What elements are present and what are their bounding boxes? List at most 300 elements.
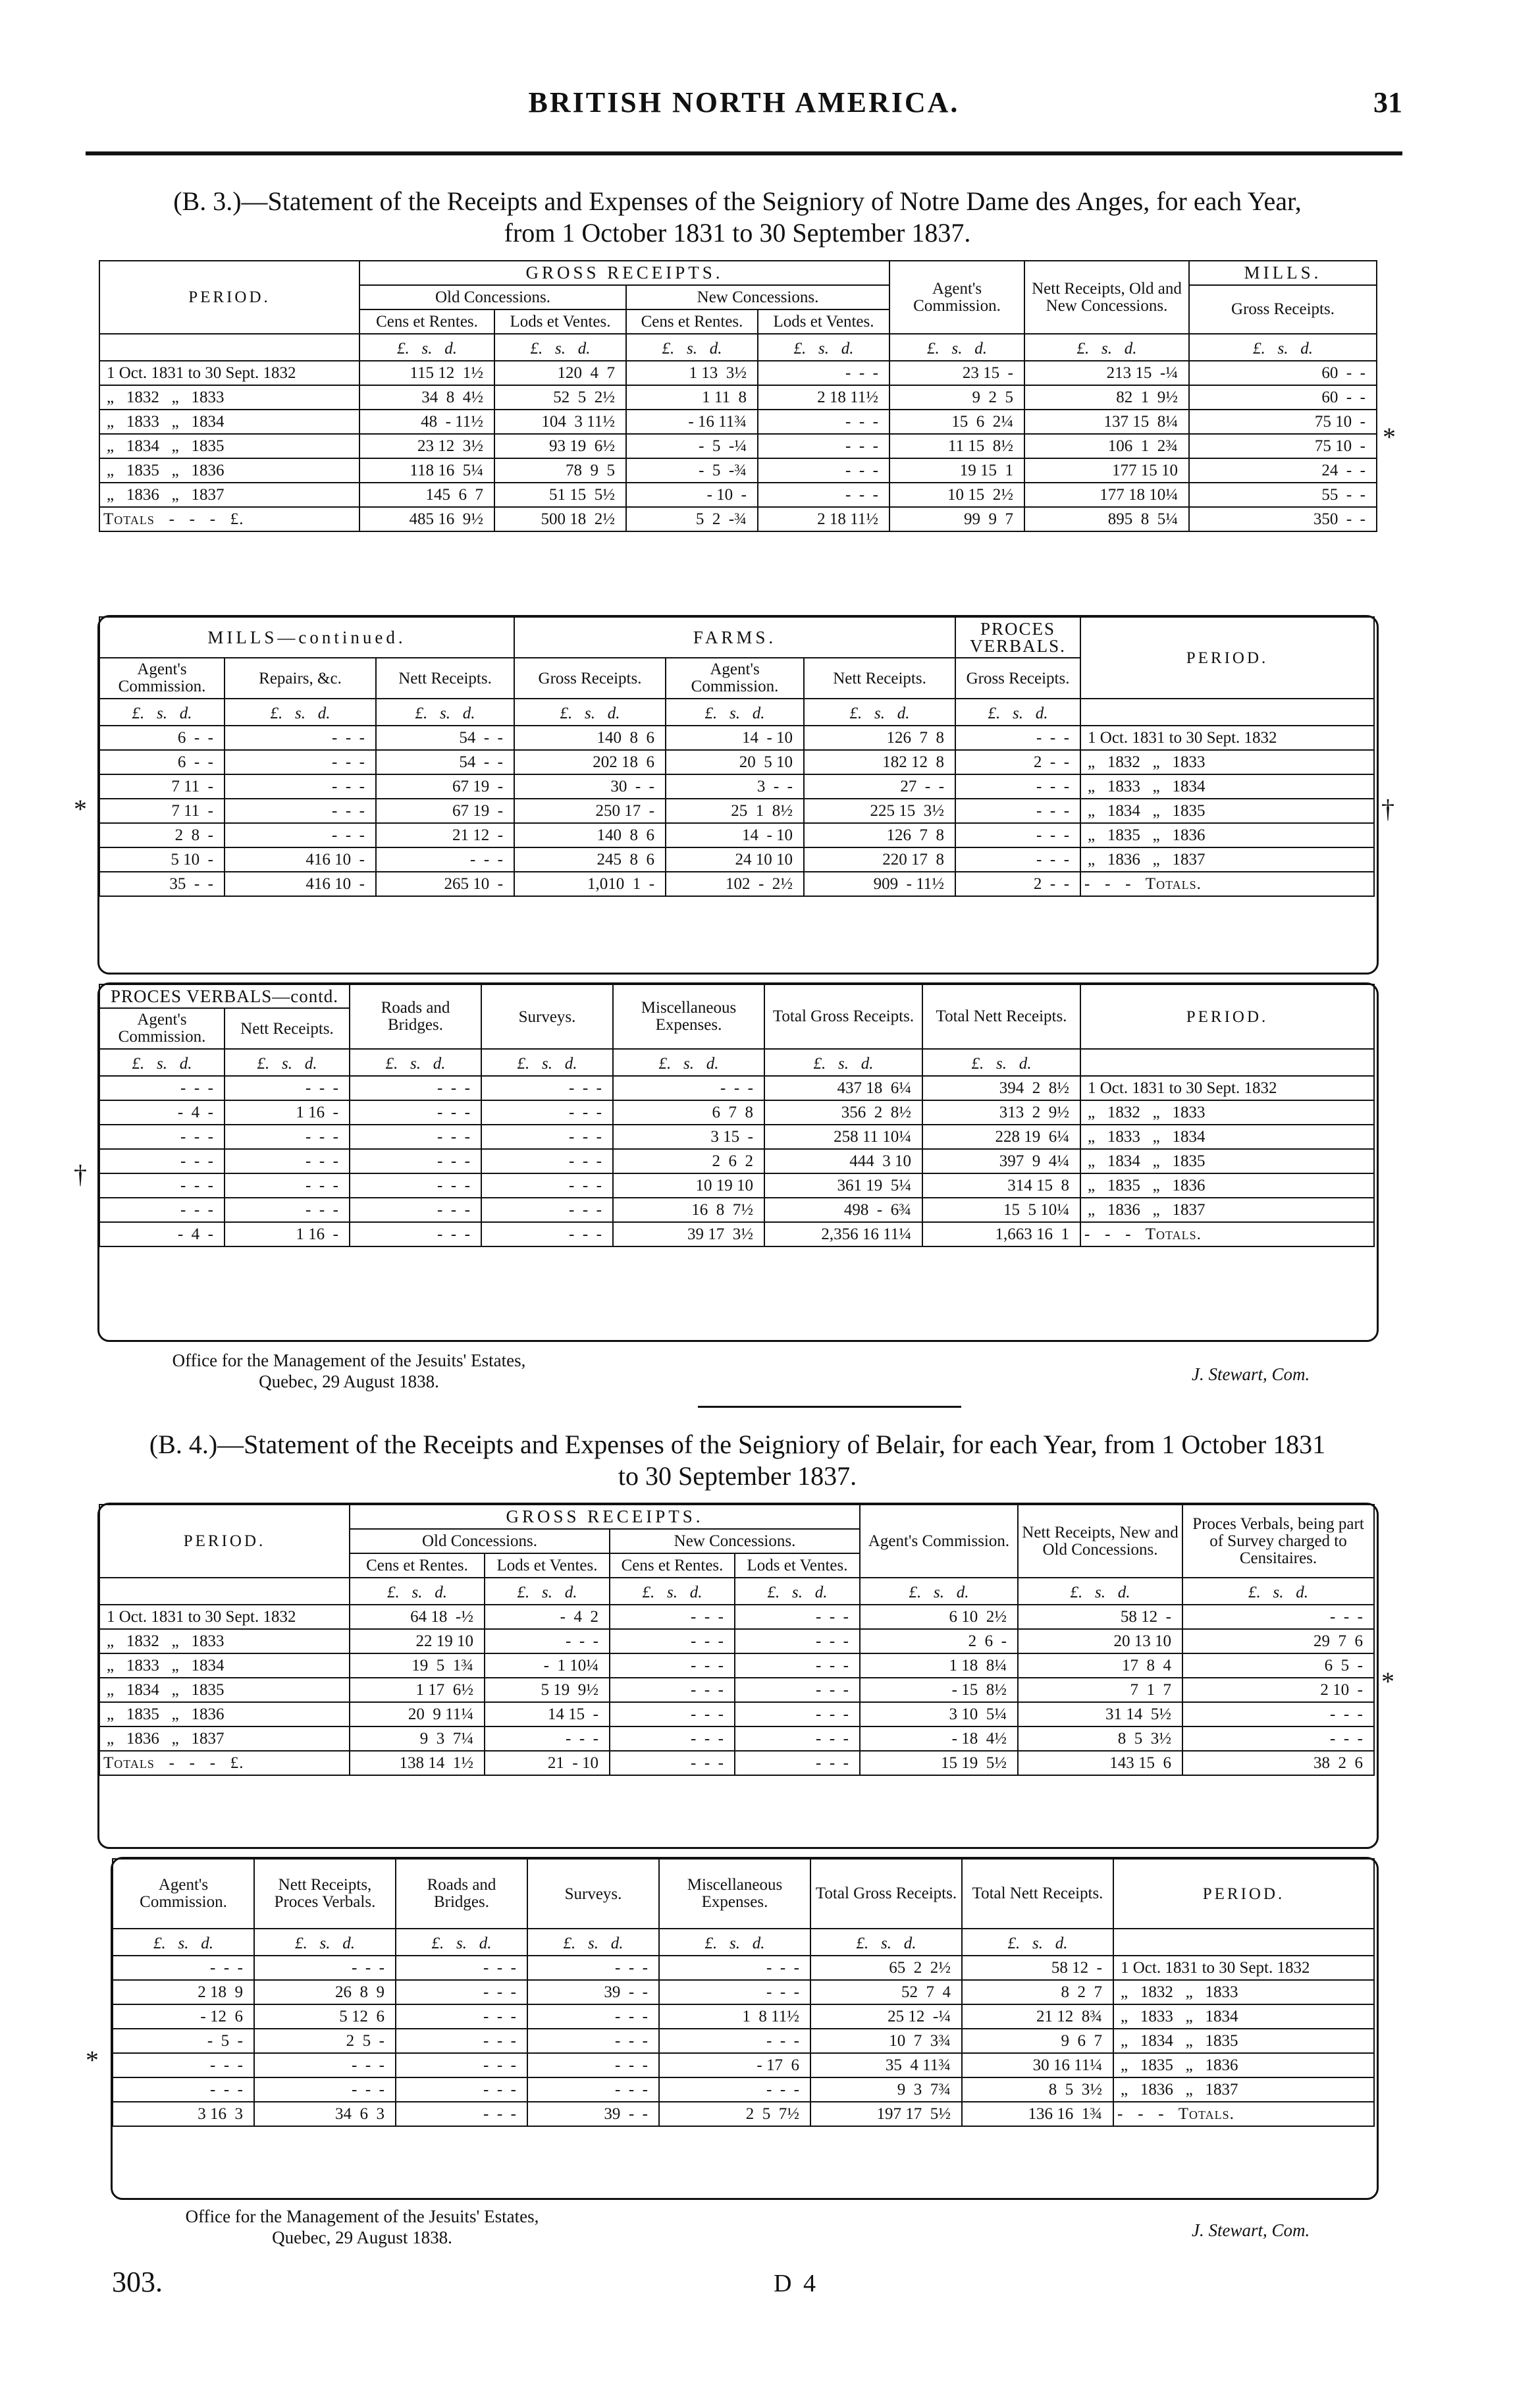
table-row <box>99 750 1374 774</box>
b3t1-units: £. s. d. <box>1189 334 1377 361</box>
b4t1-cell: - 15 8½ <box>860 1678 1018 1702</box>
b3t1-totals-label: Totals - - - £. <box>99 507 359 531</box>
asterisk-mark: * <box>86 2045 99 2075</box>
b3t1-total: 500 18 2½ <box>494 507 626 531</box>
b3t1-period: „ 1834 „ 1835 <box>99 434 359 458</box>
table-row <box>99 1173 1374 1198</box>
b4t1-cell: - - - <box>485 1726 610 1751</box>
b3t1-cell: 11 15 8½ <box>889 434 1024 458</box>
b3t2-cell: 2 8 - <box>99 823 225 847</box>
b3t1-h-nett: Nett Receipts, Old and New Concessions. <box>1024 261 1189 334</box>
b4t1-cell: - - - <box>1182 1726 1374 1751</box>
table-row <box>99 847 1374 872</box>
b3t1-cell: - - - <box>758 434 889 458</box>
b3t3-period: 1 Oct. 1831 to 30 Sept. 1832 <box>1080 1076 1374 1100</box>
b3t2-cell: 182 12 8 <box>804 750 955 774</box>
table-row <box>113 2077 1374 2102</box>
b3t1-h-cens2: Cens et Rentes. <box>626 309 758 334</box>
table-row <box>99 483 1377 507</box>
b3t1-units: £. s. d. <box>626 334 758 361</box>
b4t1-total: 21 - 10 <box>485 1751 610 1775</box>
table-row <box>99 1653 1374 1678</box>
b3t3-h-surveys: Surveys. <box>481 984 613 1049</box>
table-row <box>113 1956 1374 1980</box>
b3t2-h-farms: FARMS. <box>514 617 955 658</box>
b3t2-cell: 7 11 - <box>99 774 225 799</box>
b4t2-cell: - - - <box>527 2029 659 2053</box>
b3t1-units: £. s. d. <box>889 334 1024 361</box>
b3t1-cell: 48 - 11½ <box>359 410 494 434</box>
b4t2-cell: - 17 6 <box>659 2053 810 2077</box>
b3t1-cell: 60 - - <box>1189 361 1377 385</box>
b4t1-h-old: Old Concessions. <box>350 1529 610 1553</box>
b4t2-cell: - - - <box>396 1956 527 1980</box>
b3t3-total: - - - <box>481 1222 613 1246</box>
b4t1-units: £. s. d. <box>860 1578 1018 1605</box>
b3t1-h-period: PERIOD. <box>99 261 359 334</box>
b4t1-cell: 6 5 - <box>1182 1653 1374 1678</box>
b4t1-cell: 8 5 3½ <box>1018 1726 1182 1751</box>
b3t3-h-misc: Miscellaneous Expenses. <box>613 984 764 1049</box>
b3t2-units: £. s. d. <box>666 699 804 726</box>
b3t1-cell: 118 16 5¼ <box>359 458 494 483</box>
b3t1-cell: - 10 - <box>626 483 758 507</box>
b3t1-cell: 213 15 -¼ <box>1024 361 1189 385</box>
b4t2-cell: - 5 - <box>113 2029 254 2053</box>
b4t1-cell: 3 10 5¼ <box>860 1702 1018 1726</box>
b4t2-units: £. s. d. <box>810 1929 962 1956</box>
table-row <box>113 1980 1374 2004</box>
table-row <box>99 726 1374 750</box>
b4t2-units: £. s. d. <box>527 1929 659 1956</box>
b3t2-cell: 27 - - <box>804 774 955 799</box>
b3t3-cell: - - - <box>350 1076 481 1100</box>
b3t3-cell: - - - <box>481 1100 613 1125</box>
b3t3-units: £. s. d. <box>764 1049 922 1076</box>
b3t3-period: „ 1832 „ 1833 <box>1080 1100 1374 1125</box>
b3t3-cell: - - - <box>99 1149 225 1173</box>
totals-row <box>99 1222 1374 1246</box>
b3t1-units: £. s. d. <box>494 334 626 361</box>
b3t2-cell: - - - <box>225 774 376 799</box>
b4t1-cell: - - - <box>735 1629 860 1653</box>
b4-table2 <box>112 1858 1375 2127</box>
asterisk-mark: * <box>1383 422 1396 452</box>
b3t1-cell: - 5 -¾ <box>626 458 758 483</box>
b4t1-total: 143 15 6 <box>1018 1751 1182 1775</box>
b4t2-cell: - - - <box>659 1956 810 1980</box>
b4t1-cell: 1 17 6½ <box>350 1678 485 1702</box>
b3t3-h-agent: Agent's Commission. <box>99 1008 225 1049</box>
b4t2-cell: 1 8 11½ <box>659 2004 810 2029</box>
b4t2-cell: - - - <box>527 2004 659 2029</box>
b3t1-cell: 23 12 3½ <box>359 434 494 458</box>
b3t3-units: £. s. d. <box>225 1049 350 1076</box>
b4t1-cell: 9 3 7¼ <box>350 1726 485 1751</box>
b3t1-total: 2 18 11½ <box>758 507 889 531</box>
b3t2-cell: 2 - - <box>955 750 1080 774</box>
b4t2-units: £. s. d. <box>254 1929 396 1956</box>
b3t2-h-period: PERIOD. <box>1080 617 1374 699</box>
b3t2-h-repairs: Repairs, &c. <box>225 658 376 699</box>
b3t2-h-fnett: Nett Receipts. <box>804 658 955 699</box>
b3t1-period: „ 1835 „ 1836 <box>99 458 359 483</box>
b3t1-cell: - - - <box>758 361 889 385</box>
b3t1-cell: 104 3 11½ <box>494 410 626 434</box>
b3t3-cell: - - - <box>225 1076 350 1100</box>
b4t2-totals-label: - - - Totals. <box>1113 2102 1374 2126</box>
b3t1-cell: 120 4 7 <box>494 361 626 385</box>
b3t3-h-nett: Nett Receipts. <box>225 1008 350 1049</box>
b3t2-h-fagent: Agent's Commission. <box>666 658 804 699</box>
table-row <box>99 1198 1374 1222</box>
page-footer-number: 303. <box>112 2266 163 2298</box>
b3t3-period: „ 1836 „ 1837 <box>1080 1198 1374 1222</box>
b3t3-cell: - - - <box>350 1125 481 1149</box>
b3t1-cell: - - - <box>758 483 889 507</box>
b3t2-units: £. s. d. <box>225 699 376 726</box>
b3t2-cell: 250 17 - <box>514 799 666 823</box>
b4t2-units: £. s. d. <box>396 1929 527 1956</box>
b4t1-cell: 5 19 9½ <box>485 1678 610 1702</box>
b3-title <box>99 186 1376 249</box>
b4t1-period: „ 1834 „ 1835 <box>99 1678 350 1702</box>
b3t1-h-gross: GROSS RECEIPTS. <box>359 261 889 285</box>
b4t2-cell: - - - <box>396 2053 527 2077</box>
b3t2-cell: - - - <box>225 823 376 847</box>
b3t3-total: 1,663 16 1 <box>922 1222 1080 1246</box>
b3t3-cell: - 4 - <box>99 1100 225 1125</box>
b3t3-cell: - - - <box>99 1076 225 1100</box>
b4t1-cell: - - - <box>735 1726 860 1751</box>
b3t2-h-mills: MILLS—continued. <box>99 617 514 658</box>
b4-office-note <box>112 2206 612 2248</box>
b4t1-cell: 14 15 - <box>485 1702 610 1726</box>
b4t2-cell: 8 5 3½ <box>962 2077 1113 2102</box>
b4t2-period: „ 1832 „ 1833 <box>1113 1980 1374 2004</box>
b3t2-cell: - - - <box>955 726 1080 750</box>
b3t1-total: 895 8 5¼ <box>1024 507 1189 531</box>
b3t3-total: 39 17 3½ <box>613 1222 764 1246</box>
b3t2-cell: 202 18 6 <box>514 750 666 774</box>
b4-title <box>99 1429 1376 1492</box>
b3t2-cell: 140 8 6 <box>514 726 666 750</box>
b3t1-period: „ 1836 „ 1837 <box>99 483 359 507</box>
asterisk-mark: * <box>74 794 87 824</box>
b3t2-units: £. s. d. <box>99 699 225 726</box>
b3t3-cell: - - - <box>350 1100 481 1125</box>
b3-signature: J. Stewart, Com. <box>1192 1364 1310 1384</box>
dagger-mark: † <box>74 1160 87 1189</box>
b3t3-total: - - - <box>350 1222 481 1246</box>
b3t1-h-lods1: Lods et Ventes. <box>494 309 626 334</box>
b3t3-cell: 397 9 4¼ <box>922 1149 1080 1173</box>
b3t2-cell: 67 19 - <box>376 799 514 823</box>
b4t1-cell: - - - <box>1182 1605 1374 1629</box>
b3t2-period: „ 1834 „ 1835 <box>1080 799 1374 823</box>
b3t2-period: „ 1835 „ 1836 <box>1080 823 1374 847</box>
b3t2-units: £. s. d. <box>376 699 514 726</box>
b4t2-h-roads: Roads and Bridges. <box>396 1859 527 1929</box>
b4t2-total: 39 - - <box>527 2102 659 2126</box>
b3t2-h-pgross: Gross Receipts. <box>955 658 1080 699</box>
b4t1-cell: - - - <box>610 1605 735 1629</box>
b3t2-cell: 25 1 8½ <box>666 799 804 823</box>
b3t1-cell: 52 5 2½ <box>494 385 626 410</box>
b4t1-cell: 2 6 - <box>860 1629 1018 1653</box>
b4t1-cell: 31 14 5½ <box>1018 1702 1182 1726</box>
table-row <box>99 385 1377 410</box>
b3t2-cell: 30 - - <box>514 774 666 799</box>
b4t1-cell: - 1 10¼ <box>485 1653 610 1678</box>
b3t3-h-proces: PROCES VERBALS—contd. <box>99 984 350 1008</box>
b3t3-total: - 4 - <box>99 1222 225 1246</box>
totals-row <box>99 1751 1374 1775</box>
b4t1-total: 38 2 6 <box>1182 1751 1374 1775</box>
b4t2-cell: 30 16 11¼ <box>962 2053 1113 2077</box>
b4t1-cell: - - - <box>610 1726 735 1751</box>
b3t3-h-roads: Roads and Bridges. <box>350 984 481 1049</box>
b3t1-cell: 82 1 9½ <box>1024 385 1189 410</box>
b3t2-totals-label: - - - Totals. <box>1080 872 1374 896</box>
b3t1-cell: 1 13 3½ <box>626 361 758 385</box>
b4t2-cell: - - - <box>527 2053 659 2077</box>
b3t2-period: 1 Oct. 1831 to 30 Sept. 1832 <box>1080 726 1374 750</box>
b3t2-cell: - - - <box>376 847 514 872</box>
b4t1-cell: - 4 2 <box>485 1605 610 1629</box>
b4t2-cell: 8 2 7 <box>962 1980 1113 2004</box>
b3t3-cell: - - - <box>225 1125 350 1149</box>
b3t1-total: 5 2 -¾ <box>626 507 758 531</box>
b3t2-cell: 21 12 - <box>376 823 514 847</box>
b3t2-total: 909 - 11½ <box>804 872 955 896</box>
b3t3-total: 2,356 16 11¼ <box>764 1222 922 1246</box>
b3t2-cell: 54 - - <box>376 750 514 774</box>
b4t2-cell: 21 12 8¾ <box>962 2004 1113 2029</box>
b3t2-cell: 126 7 8 <box>804 726 955 750</box>
b4t1-total: - - - <box>610 1751 735 1775</box>
b3t3-units: £. s. d. <box>99 1049 225 1076</box>
b4t1-cell: 1 18 8¼ <box>860 1653 1018 1678</box>
table-row <box>99 774 1374 799</box>
b4t1-cell: - - - <box>735 1678 860 1702</box>
b3-office-line1: Office for the Management of the Jesuits' Estates, <box>172 1351 526 1370</box>
b4t1-units: £. s. d. <box>350 1578 485 1605</box>
b3t1-h-mills: MILLS. <box>1189 261 1377 285</box>
b3t1-units-blank <box>99 334 359 361</box>
b4t1-units: £. s. d. <box>485 1578 610 1605</box>
b3t2-units: £. s. d. <box>514 699 666 726</box>
b3t1-cell: 177 15 10 <box>1024 458 1189 483</box>
b4t1-cell: - - - <box>735 1653 860 1678</box>
b3t1-cell: 9 2 5 <box>889 385 1024 410</box>
b4t2-cell: 58 12 - <box>962 1956 1113 1980</box>
totals-row <box>99 872 1374 896</box>
b4t1-h-lods2: Lods et Ventes. <box>735 1553 860 1578</box>
b3t3-cell: 2 6 2 <box>613 1149 764 1173</box>
b4t2-cell: - - - <box>527 2077 659 2102</box>
b3t3-units: £. s. d. <box>613 1049 764 1076</box>
b3t3-cell: - - - <box>481 1173 613 1198</box>
table-row <box>99 1702 1374 1726</box>
b3t2-cell: - - - <box>225 726 376 750</box>
b4t2-total: - - - <box>396 2102 527 2126</box>
b4t1-cell: - - - <box>610 1678 735 1702</box>
b4t2-cell: - - - <box>396 2004 527 2029</box>
table-row <box>113 2004 1374 2029</box>
b4t2-units: £. s. d. <box>962 1929 1113 1956</box>
b4t1-cell: - - - <box>610 1702 735 1726</box>
b3t2-cell: 3 - - <box>666 774 804 799</box>
b3t2-period: „ 1836 „ 1837 <box>1080 847 1374 872</box>
b3t2-cell: 67 19 - <box>376 774 514 799</box>
b4t1-h-cens2: Cens et Rentes. <box>610 1553 735 1578</box>
b3t3-cell: 437 18 6¼ <box>764 1076 922 1100</box>
b4t2-h-tnett: Total Nett Receipts. <box>962 1859 1113 1929</box>
b3t2-h-agent: Agent's Commission. <box>99 658 225 699</box>
b3t3-cell: - - - <box>225 1173 350 1198</box>
b4t1-cell: 20 13 10 <box>1018 1629 1182 1653</box>
b4t2-total: 2 5 7½ <box>659 2102 810 2126</box>
table-row <box>113 2029 1374 2053</box>
b4t1-total: - - - <box>735 1751 860 1775</box>
table-row <box>99 1076 1374 1100</box>
b4t2-h-misc: Miscellaneous Expenses. <box>659 1859 810 1929</box>
b3t2-cell: - - - <box>955 774 1080 799</box>
b4t1-h-lods1: Lods et Ventes. <box>485 1553 610 1578</box>
b3t1-cell: 24 - - <box>1189 458 1377 483</box>
b4t2-cell: - - - <box>396 2029 527 2053</box>
b4t2-h-nett: Nett Receipts, Proces Verbals. <box>254 1859 396 1929</box>
b3t2-cell: 24 10 10 <box>666 847 804 872</box>
table-row <box>99 458 1377 483</box>
b3t1-cell: 75 10 - <box>1189 434 1377 458</box>
b4t1-units: £. s. d. <box>1018 1578 1182 1605</box>
b3t1-cell: 115 12 1½ <box>359 361 494 385</box>
b4t1-cell: 7 1 7 <box>1018 1678 1182 1702</box>
table-row <box>99 1629 1374 1653</box>
b4t2-cell: - - - <box>396 1980 527 2004</box>
table-row <box>99 799 1374 823</box>
b3t1-period: „ 1833 „ 1834 <box>99 410 359 434</box>
b4t2-cell: 9 3 7¾ <box>810 2077 962 2102</box>
table-row <box>99 1605 1374 1629</box>
b3t2-total: 416 10 - <box>225 872 376 896</box>
b3t2-cell: 7 11 - <box>99 799 225 823</box>
b4t1-cell: 20 9 11¼ <box>350 1702 485 1726</box>
b3t2-cell: - - - <box>955 847 1080 872</box>
b3t2-total: 102 - 2½ <box>666 872 804 896</box>
b3-office-note <box>99 1350 599 1392</box>
table-row <box>99 823 1374 847</box>
b3t2-period: „ 1833 „ 1834 <box>1080 774 1374 799</box>
b3t3-units-blank <box>1080 1049 1374 1076</box>
b3t3-h-tgross: Total Gross Receipts. <box>764 984 922 1049</box>
b4t1-h-agent: Agent's Commission. <box>860 1505 1018 1578</box>
b3t1-cell: 60 - - <box>1189 385 1377 410</box>
b3t3-cell: - - - <box>99 1198 225 1222</box>
b3t3-cell: - - - <box>350 1149 481 1173</box>
b4t1-cell: - - - <box>485 1629 610 1653</box>
b4t1-cell: - - - <box>1182 1702 1374 1726</box>
b3t1-units: £. s. d. <box>758 334 889 361</box>
b3t1-cell: 15 6 2¼ <box>889 410 1024 434</box>
b4t1-h-gross: GROSS RECEIPTS. <box>350 1505 860 1529</box>
b4t1-cell: 17 8 4 <box>1018 1653 1182 1678</box>
b3t1-cell: 137 15 8¼ <box>1024 410 1189 434</box>
table-row <box>99 1726 1374 1751</box>
b3t3-cell: 258 11 10¼ <box>764 1125 922 1149</box>
b3t2-cell: 245 8 6 <box>514 847 666 872</box>
table-row <box>99 1100 1374 1125</box>
b4t2-cell: 10 7 3¾ <box>810 2029 962 2053</box>
b3t3-cell: 10 19 10 <box>613 1173 764 1198</box>
b4t2-period: 1 Oct. 1831 to 30 Sept. 1832 <box>1113 1956 1374 1980</box>
b4t1-cell: 58 12 - <box>1018 1605 1182 1629</box>
b3-title-line2: from 1 October 1831 to 30 September 1837. <box>504 218 971 248</box>
b3t3-cell: - - - <box>350 1173 481 1198</box>
b3-table1 <box>99 260 1377 532</box>
b4t2-cell: 39 - - <box>527 1980 659 2004</box>
b4t1-cell: - - - <box>735 1605 860 1629</box>
b3t1-h-mills-gross: Gross Receipts. <box>1189 285 1377 334</box>
b3t3-cell: 6 7 8 <box>613 1100 764 1125</box>
b4t2-units: £. s. d. <box>659 1929 810 1956</box>
b4t2-period: „ 1834 „ 1835 <box>1113 2029 1374 2053</box>
b3t1-h-new: New Concessions. <box>626 285 889 309</box>
b3-office-line2: Quebec, 29 August 1838. <box>259 1372 439 1391</box>
b4t2-cell: 52 7 4 <box>810 1980 962 2004</box>
b3t2-cell: 54 - - <box>376 726 514 750</box>
b4t1-cell: 22 19 10 <box>350 1629 485 1653</box>
page-header <box>86 86 1402 158</box>
dagger-mark: † <box>1381 794 1394 824</box>
b3t3-period: „ 1835 „ 1836 <box>1080 1173 1374 1198</box>
b3t1-cell: - 16 11¾ <box>626 410 758 434</box>
b4t2-h-surveys: Surveys. <box>527 1859 659 1929</box>
b3t3-period: „ 1833 „ 1834 <box>1080 1125 1374 1149</box>
b3t1-cell: 106 1 2¾ <box>1024 434 1189 458</box>
b4t1-h-nett: Nett Receipts, New and Old Concessions. <box>1018 1505 1182 1578</box>
b4t1-period: „ 1832 „ 1833 <box>99 1629 350 1653</box>
b3t2-h-gross: Gross Receipts. <box>514 658 666 699</box>
b3t3-cell: - - - <box>481 1076 613 1100</box>
b4t1-cell: - - - <box>610 1629 735 1653</box>
b3t3-cell: 1 16 - <box>225 1100 350 1125</box>
b4t1-cell: - 18 4½ <box>860 1726 1018 1751</box>
b3t1-cell: 75 10 - <box>1189 410 1377 434</box>
b3t1-h-cens1: Cens et Rentes. <box>359 309 494 334</box>
b3t2-cell: 126 7 8 <box>804 823 955 847</box>
b3t3-cell: - - - <box>99 1173 225 1198</box>
b4t2-cell: - - - <box>254 2053 396 2077</box>
b3t1-cell: - - - <box>758 410 889 434</box>
b3t2-total: 35 - - <box>99 872 225 896</box>
b4t2-cell: 65 2 2½ <box>810 1956 962 1980</box>
b3t1-cell: 34 8 4½ <box>359 385 494 410</box>
b4t2-total: 197 17 5½ <box>810 2102 962 2126</box>
b3t2-period: „ 1832 „ 1833 <box>1080 750 1374 774</box>
b4t2-cell: - 12 6 <box>113 2004 254 2029</box>
section-divider <box>698 1406 961 1408</box>
b4t2-period: „ 1833 „ 1834 <box>1113 2004 1374 2029</box>
b3t3-cell: 498 - 6¾ <box>764 1198 922 1222</box>
b4t2-cell: 2 5 - <box>254 2029 396 2053</box>
b4t2-total: 136 16 1¾ <box>962 2102 1113 2126</box>
b3t2-cell: 14 - 10 <box>666 726 804 750</box>
b3t2-cell: - - - <box>955 823 1080 847</box>
b3t1-cell: - 5 -¼ <box>626 434 758 458</box>
